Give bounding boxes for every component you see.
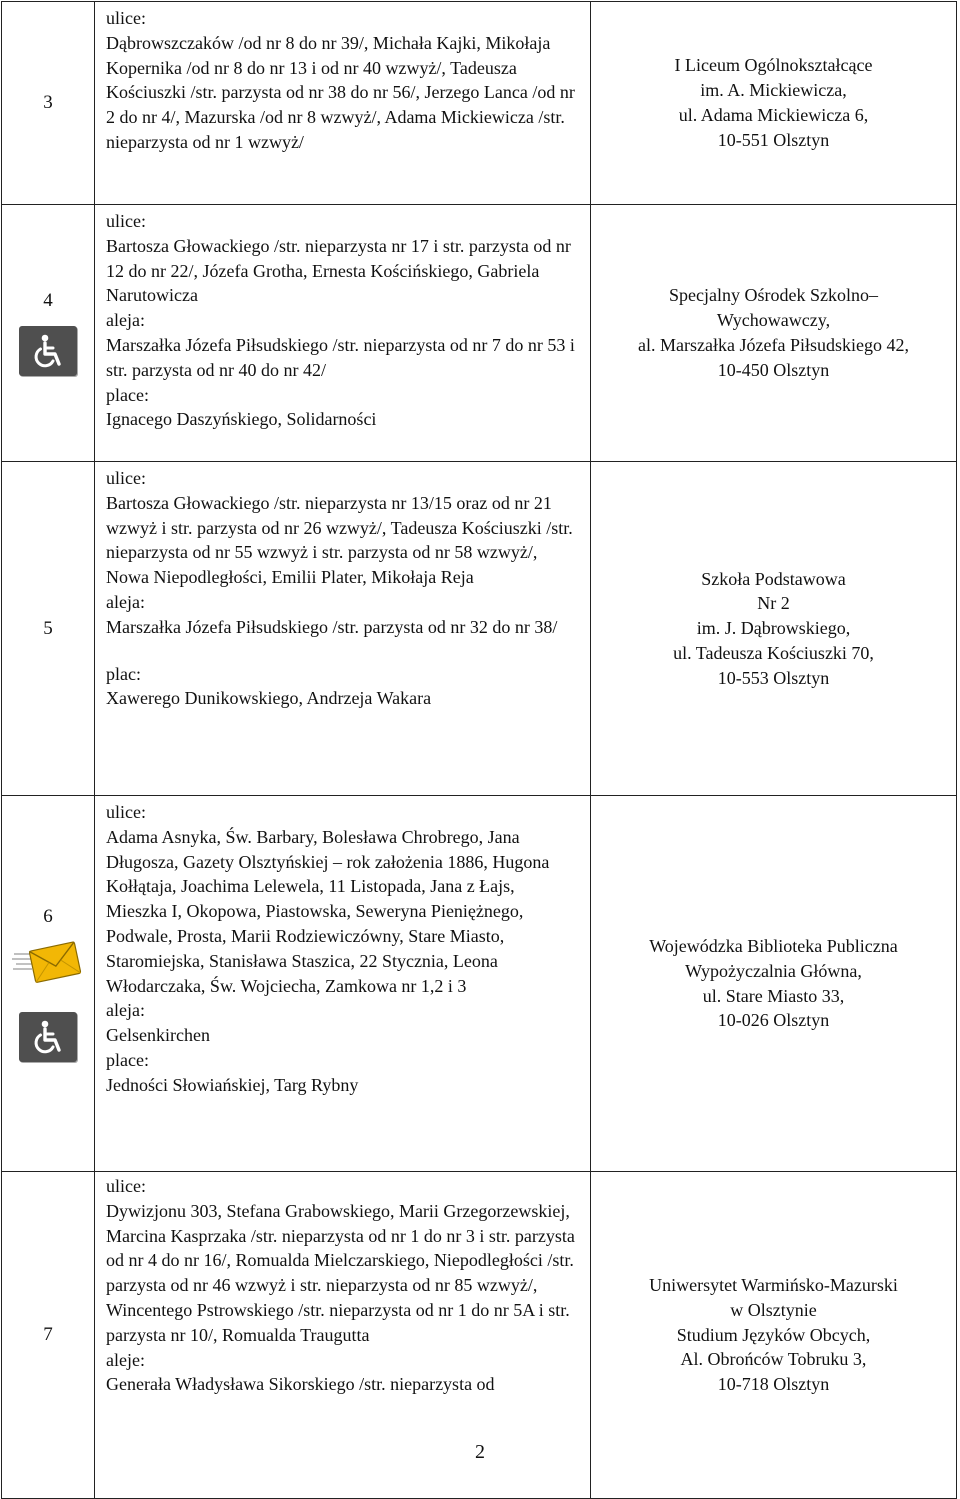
polling-place-line: Wypożyczalnia Główna, — [685, 960, 862, 981]
street-list: Bartosza Głowackiego /str. nieparzysta nr 17 i str. parzysta od nr 12 do nr 22/, Józefa Grotha, Ernesta Kościńskiego, Gabriela Narutowicza — [106, 235, 571, 306]
polling-place-line: ul. Adama Mickiewicza 6, — [678, 105, 869, 125]
street-type-label: aleja: — [106, 1000, 145, 1021]
district-number-cell — [2, 462, 95, 796]
district-number: 6 — [43, 905, 53, 927]
polling-place-line: al. Marszałka Józefa Piłsudskiego 42, — [638, 335, 909, 355]
polling-place-line: 10-553 Olsztyn — [717, 667, 830, 688]
street-type-label: place: — [106, 1049, 149, 1070]
street-list: Dąbrowszczaków /od nr 8 do nr 39/, Michała Kajki, Mikołaja Kopernika /od nr 8 do nr 13 i od nr 40 wzwyż/, Tadeusza Kościuszki /str. parzysta od nr 38 do nr 56/, Jerzego Lanca /od nr 2 do nr 4/, Mazurska /od nr 8 wzwyż/, Adama Mickiewicza /str. nieparzysta od nr 1 wzwyż/ — [106, 32, 575, 152]
wheelchair-accessible-icon — [19, 326, 77, 376]
street-type-label: ulice: — [106, 468, 146, 488]
street-type-label: plac: — [106, 663, 141, 684]
polling-place-line: 10-551 Olsztyn — [717, 129, 830, 150]
wheelchair-accessible-icon — [19, 1012, 77, 1062]
street-list: Adama Asnyka, Św. Barbary, Bolesława Chrobrego, Jana Długosza, Gazety Olsztyńskiej – rok założenia 1886, Hugona Kołłątaja, Joachima Lelewela, 11 Listopada, Jana z Łajs, Mieszka I, Okopowa, Piastowska, Seweryna Pieniężnego, Podwale, Prosta, Marii Rodziewiczówny, Stare Miasto, Staromiejska, Stanisława Staszica, 22 Stycznia, Leona Włodarczaka, Św. Wojciecha, Zamkowa nr 1,2 i 3 — [106, 826, 550, 996]
district-number-cell — [2, 2, 95, 205]
street-list: Dywizjonu 303, Stefana Grabowskiego, Marii Grzegorzewskiej, Marcina Kasprzaka /str. nieparzysta od nr 1 do nr 3 i str. parzysta od nr 4 do nr 16/, Romualda Mielczarskiego, Niepodległości /str. parzysta od nr 46 wzwyż i str. nieparzysta od nr 85 wzwyż/, Wincentego Pstrowskiego /str. nieparzysta od nr 1 do nr 5A i str. parzysta nr 10/, Romualda Traugutta — [106, 1200, 575, 1345]
polling-place-line: I Liceum Ogólnokształcące — [674, 55, 873, 76]
street-list: Generała Władysława Sikorskiego /str. nieparzysta od — [106, 1374, 495, 1395]
street-type-label: aleje: — [106, 1349, 145, 1370]
street-type-label: ulice: — [106, 1176, 146, 1196]
district-number: 4 — [43, 290, 53, 311]
streets-cell — [95, 462, 591, 796]
street-list: Marszałka Józefa Piłsudskiego /str. nieparzysta od nr 7 do nr 53 i str. parzysta od nr 40 do nr 42/ — [106, 334, 575, 380]
district-number: 7 — [43, 1324, 53, 1345]
street-type-label: ulice: — [106, 8, 146, 28]
polling-place-line: Nr 2 — [757, 593, 790, 614]
streets-cell — [95, 2, 591, 205]
street-type-label: place: — [106, 384, 149, 405]
page-number: 2 — [475, 1441, 485, 1463]
district-number-cell — [2, 205, 95, 462]
district-row — [2, 205, 957, 462]
districts-table-body — [2, 2, 957, 1499]
street-list: Ignacego Daszyńskiego, Solidarności — [106, 409, 377, 430]
district-number: 5 — [43, 617, 53, 639]
street-list: Xawerego Dunikowskiego, Andrzeja Wakara — [106, 688, 432, 709]
street-list: Jedności Słowiańskiej, Targ Rybny — [106, 1074, 359, 1095]
polling-place-line: im. A. Mickiewicza, — [700, 80, 847, 101]
polling-place-line: ul. Tadeusza Kościuszki 70, — [673, 642, 874, 663]
polling-place-line: 10-450 Olsztyn — [717, 359, 830, 380]
polling-place-line: Specjalny Ośrodek Szkolno– — [669, 285, 878, 306]
district-row — [2, 2, 957, 205]
street-list: Marszałka Józefa Piłsudskiego /str. parzysta od nr 32 do nr 38/ — [106, 616, 558, 637]
polling-place-line: Wojewódzka Biblioteka Publiczna — [649, 935, 898, 956]
street-type-label: aleja: — [106, 310, 145, 331]
envelope-mail-icon — [12, 938, 84, 994]
polling-place-line: im. J. Dąbrowskiego, — [696, 618, 851, 639]
polling-place-line: w Olsztynie — [730, 1299, 817, 1320]
district-row — [2, 462, 957, 796]
streets-cell — [95, 796, 591, 1172]
districts-table — [1, 1, 957, 1499]
polling-place-line: Wychowawczy, — [716, 310, 831, 331]
polling-place-line: 10-026 Olsztyn — [717, 1010, 830, 1031]
polling-place-cell — [591, 796, 957, 1172]
district-number-cell — [2, 796, 95, 1172]
street-list: Gelsenkirchen — [106, 1025, 210, 1046]
polling-place-line: Szkoła Podstawowa — [701, 568, 846, 589]
polling-place-cell — [591, 205, 957, 462]
street-type-label: aleja: — [106, 591, 145, 612]
polling-place-cell — [591, 2, 957, 205]
street-type-label: ulice: — [106, 802, 146, 822]
polling-place-cell — [591, 462, 957, 796]
polling-place-line: Studium Języków Obcych, — [676, 1324, 871, 1345]
district-number: 3 — [43, 92, 53, 113]
polling-place-line: Al. Obrońców Tobruku 3, — [680, 1349, 867, 1370]
street-list: Bartosza Głowackiego /str. nieparzysta nr 13/15 oraz od nr 21 wzwyż i str. parzysta od nr 26 wzwyż/, Tadeusza Kościuszki /str. nieparzysta od nr 55 wzwyż i str. parzysta od nr 58 wzwyż/, Nowa Niepodległości, Emilii Plater, Mikołaja Reja — [106, 492, 573, 588]
street-type-label: ulice: — [106, 211, 146, 231]
streets-cell — [95, 205, 591, 462]
polling-place-line: ul. Stare Miasto 33, — [702, 985, 845, 1006]
polling-place-line: Uniwersytet Warmińsko-Mazurski — [649, 1275, 898, 1295]
district-row — [2, 796, 957, 1172]
polling-place-line: 10-718 Olsztyn — [717, 1374, 830, 1395]
